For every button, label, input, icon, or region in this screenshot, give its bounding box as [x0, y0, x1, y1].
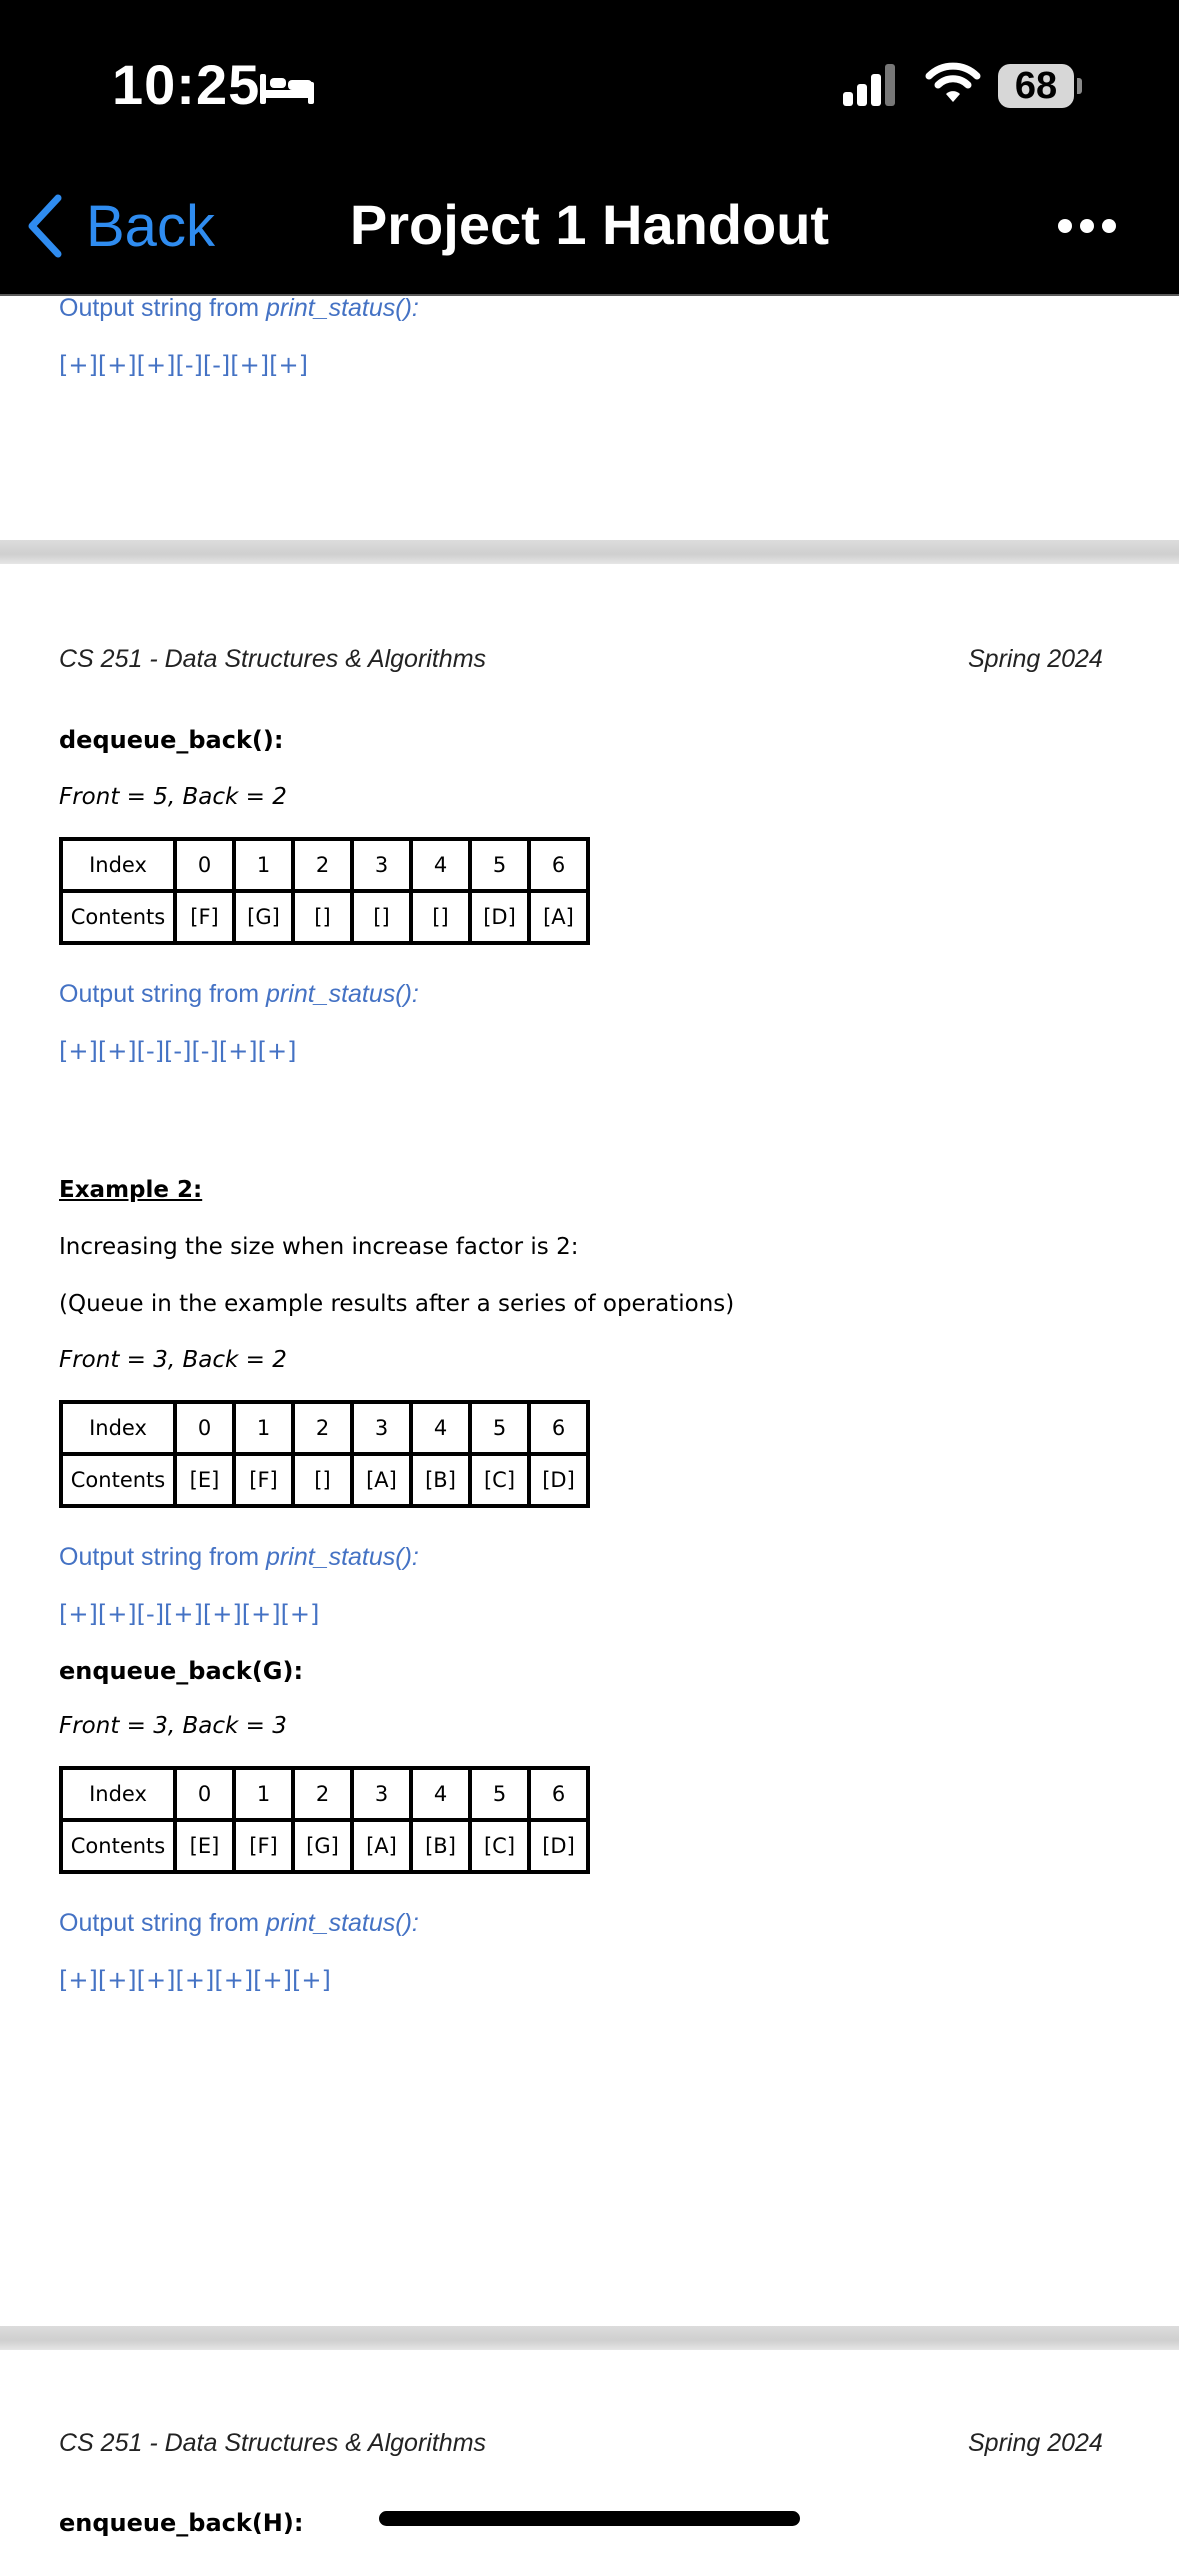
- battery-tip: [1077, 78, 1082, 94]
- header-course: CS 251 - Data Structures & Algorithms: [59, 645, 487, 673]
- status-time: 10:25: [112, 53, 261, 116]
- index-cell: 2: [293, 1402, 352, 1454]
- contents-cell: [G]: [293, 1820, 352, 1872]
- header-term: Spring 2024: [968, 645, 1103, 673]
- output-label-func: print_status():: [266, 980, 419, 1008]
- output-label-func: print_status():: [266, 1543, 419, 1571]
- output-label-prefix: Output string from: [59, 1543, 267, 1571]
- index-cell: 3: [352, 1402, 411, 1454]
- contents-cell: []: [293, 891, 352, 943]
- output-label-prefix: Output string from: [59, 980, 267, 1008]
- contents-cell: [F]: [175, 891, 234, 943]
- home-indicator[interactable]: [379, 2511, 800, 2526]
- operation-title: enqueue_back(H):: [59, 2509, 304, 2537]
- index-cell: 5: [470, 1402, 529, 1454]
- operation-title: dequeue_back():: [59, 726, 284, 754]
- contents-cell: []: [293, 1454, 352, 1506]
- page-title: Project 1 Handout: [349, 193, 830, 256]
- contents-row: [61, 1454, 588, 1506]
- row-label: Index: [61, 1402, 175, 1454]
- index-cell: 4: [411, 1402, 470, 1454]
- example-text: Increasing the size when increase factor is 2:: [59, 1234, 579, 1260]
- contents-cell: [D]: [470, 891, 529, 943]
- contents-cell: [A]: [352, 1454, 411, 1506]
- index-cell: 1: [234, 1768, 293, 1820]
- index-cell: 5: [470, 1768, 529, 1820]
- contents-cell: [F]: [234, 1454, 293, 1506]
- index-cell: 2: [293, 1768, 352, 1820]
- bed-icon: [258, 68, 316, 108]
- contents-cell: [B]: [411, 1454, 470, 1506]
- queue-table: [59, 1400, 590, 1508]
- contents-cell: []: [352, 891, 411, 943]
- contents-cell: [G]: [234, 891, 293, 943]
- index-cell: 6: [529, 1402, 588, 1454]
- output-label: [59, 1543, 419, 1572]
- more-button[interactable]: [1058, 216, 1116, 236]
- contents-row: [61, 891, 588, 943]
- contents-cell: [C]: [470, 1454, 529, 1506]
- output-string: [+][+][-][-][-][+][+]: [59, 1037, 297, 1065]
- output-label: [59, 980, 419, 1009]
- page-separator: [0, 2326, 1179, 2350]
- front-back: Front = 5, Back = 2: [59, 784, 287, 810]
- output-string: [+][+][+][+][+][+][+]: [59, 1966, 331, 1994]
- front-back: Front = 3, Back = 3: [59, 1713, 287, 1739]
- index-cell: 0: [175, 1768, 234, 1820]
- contents-cell: [D]: [529, 1454, 588, 1506]
- index-cell: 4: [411, 1768, 470, 1820]
- index-cell: 6: [529, 1768, 588, 1820]
- row-label: Index: [61, 839, 175, 891]
- back-label: Back: [86, 193, 215, 259]
- queue-table: [59, 1766, 590, 1874]
- index-cell: 0: [175, 839, 234, 891]
- output-string: [+][+][+][-][-][+][+]: [59, 351, 308, 379]
- contents-cell: [B]: [411, 1820, 470, 1872]
- header-term: Spring 2024: [968, 2429, 1103, 2457]
- queue-table: [59, 837, 590, 945]
- ellipsis-dot: [1080, 219, 1094, 233]
- output-label: [59, 1909, 419, 1938]
- index-cell: 1: [234, 1402, 293, 1454]
- example-title: Example 2:: [59, 1177, 203, 1203]
- index-cell: 1: [234, 839, 293, 891]
- index-cell: 3: [352, 1768, 411, 1820]
- index-cell: 6: [529, 839, 588, 891]
- contents-cell: [F]: [234, 1820, 293, 1872]
- battery-level: 68: [998, 64, 1074, 108]
- contents-cell: [A]: [529, 891, 588, 943]
- contents-row: [61, 1820, 588, 1872]
- contents-cell: [C]: [470, 1820, 529, 1872]
- index-row: [61, 1768, 588, 1820]
- output-label: [59, 294, 419, 323]
- index-cell: 2: [293, 839, 352, 891]
- row-label: Contents: [61, 1454, 175, 1506]
- example-text: (Queue in the example results after a series of operations): [59, 1291, 735, 1317]
- contents-cell: [E]: [175, 1820, 234, 1872]
- index-cell: 0: [175, 1402, 234, 1454]
- output-label-prefix: Output string from: [59, 1909, 267, 1937]
- row-label: Index: [61, 1768, 175, 1820]
- contents-cell: []: [411, 891, 470, 943]
- row-label: Contents: [61, 1820, 175, 1872]
- signal-icon: [843, 62, 897, 108]
- ellipsis-dot: [1102, 219, 1116, 233]
- wifi-icon: [925, 60, 981, 106]
- index-row: [61, 1402, 588, 1454]
- index-row: [61, 839, 588, 891]
- page-separator: [0, 540, 1179, 564]
- contents-cell: [E]: [175, 1454, 234, 1506]
- contents-cell: [A]: [352, 1820, 411, 1872]
- index-cell: 3: [352, 839, 411, 891]
- output-string: [+][+][-][+][+][+][+]: [59, 1600, 320, 1628]
- top-bar: [0, 0, 1179, 296]
- ellipsis-icon: [1058, 219, 1072, 233]
- index-cell: 4: [411, 839, 470, 891]
- output-label-func: print_status():: [266, 294, 419, 322]
- header-course: CS 251 - Data Structures & Algorithms: [59, 2429, 487, 2457]
- operation-title: enqueue_back(G):: [59, 1657, 304, 1685]
- contents-cell: [D]: [529, 1820, 588, 1872]
- row-label: Contents: [61, 891, 175, 943]
- output-label-prefix: Output string from: [59, 294, 267, 322]
- output-label-func: print_status():: [266, 1909, 419, 1937]
- index-cell: 5: [470, 839, 529, 891]
- front-back: Front = 3, Back = 2: [59, 1347, 287, 1373]
